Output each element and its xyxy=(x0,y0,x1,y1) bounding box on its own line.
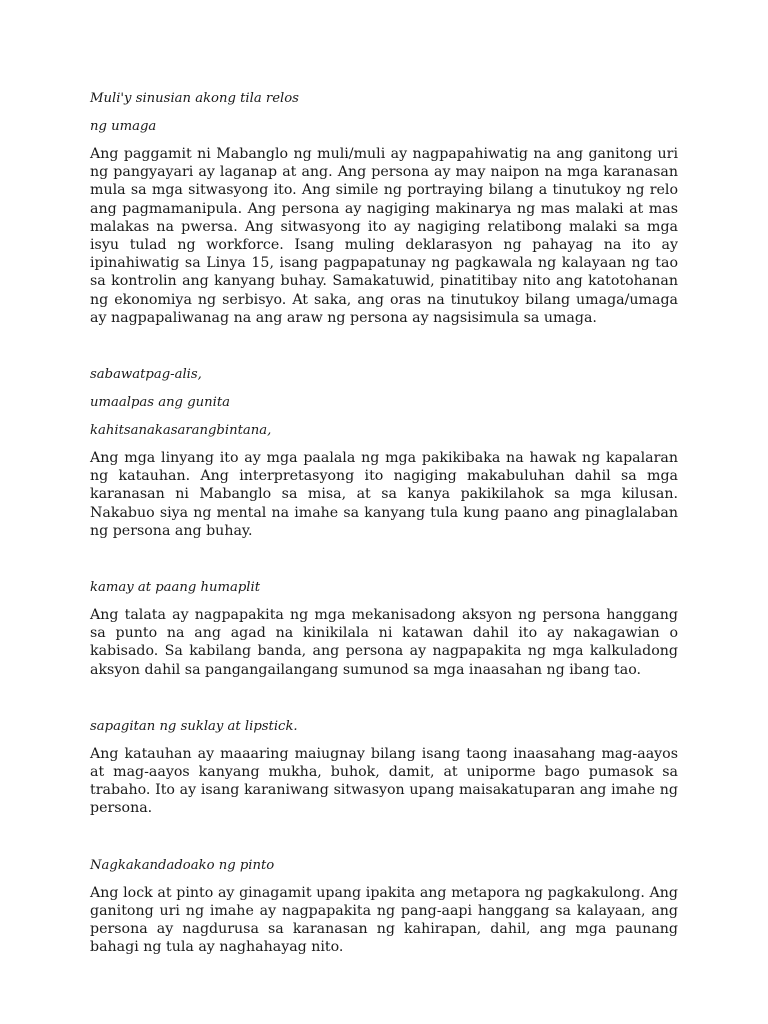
analysis-paragraph: Ang katauhan ay maaaring maiugnay bilang isang taong inaasahang mag-aayos at mag-aayos kanyang mukha, buhok, damit, at uniporme bago pumasok sa trabaho. Ito ay isang karaniwang sitwasyon upang maisakatuparan ang imahe ng persona. xyxy=(90,745,678,817)
poem-line: Muli'y sinusian akong tila relos xyxy=(90,91,299,106)
document-page xyxy=(90,89,678,956)
section-spacer xyxy=(90,679,678,717)
poem-line: sabawatpag-alis, xyxy=(90,367,202,383)
poem-line: ng umaga xyxy=(90,119,157,134)
poem-line: kahitsanakasarangbintana, xyxy=(90,423,272,439)
analysis-paragraph: Ang talata ay nagpapakita ng mga mekanisadong aksyon ng persona hanggang sa punto na ang agad na kinikilala ni katawan dahil ito ay nakagawian o kabisado. Sa kabilang banda, ang persona ay nagpapakita ng mga kalkuladong aksyon dahil sa pangangailangang sumunod sa mga inaasahan ng ibang tao. xyxy=(90,607,678,678)
poem-line: Nagkakandadoako ng pinto xyxy=(90,857,275,873)
analysis-paragraph: Ang mga linyang ito ay mga paalala ng mga pakikibaka na hawak ng kapalaran ng katauhan. Ang interpretasyong ito nagiging makabuluhan dahil sa mga karanasan ni Mabanglo sa misa, at sa kanya pakikilahok sa mga kilusan. Nakabuo siya ng mental na imahe sa kanyang tula kung paano ang pinaglalaban ng persona ang buhay. xyxy=(90,450,678,539)
section-spacer xyxy=(90,327,678,365)
poem-line: umaalpas ang gunita xyxy=(90,395,231,411)
section-spacer xyxy=(90,540,678,578)
analysis-paragraph: Ang lock at pinto ay ginagamit upang ipakita ang metapora ng pagkakulong. Ang ganitong uri ng imahe ay nagpapakita ng pang-aapi hanggang sa kalayaan, ang persona ay nagdurusa sa karanasan ng kahirapan, dahil, ang mga paunang bahagi ng tula ay naghahayag nito. xyxy=(90,884,678,956)
poem-line: kamay at paang humaplit xyxy=(90,580,261,596)
analysis-paragraph: Ang paggamit ni Mabanglo ng muli/muli ay nagpapahiwatig na ang ganitong uri ng pangyayari ay laganap at ang. Ang persona ay may naipon na mga karanasan mula sa mga sitwasyong ito. Ang simile ng portraying bilang a tinutukoy ng relo ang pagmamanipula. Ang persona ay nagiging makinarya ng mas malaki at mas malakas na pwersa. Ang sitwasyong ito ay nagiging relatibong malaki sa mga isyu tulad ng workforce. Isang muling deklarasyon ng pahayag na ito ay ipinahiwatig sa Linya 15, isang pagpapatunay ng pagkawala ng kalayaan ng tao sa kontrolin ang kanyang buhay. Samakatuwid, pinatitibay nito ang katotohanan ng ekonomiya ng serbisyo. At saka, ang oras na tinutukoy bilang umaga/umaga ay nagpapaliwanag na ang araw ng persona ay nagsisimula sa umaga. xyxy=(90,146,678,326)
section-spacer xyxy=(90,818,678,856)
poem-line: sapagitan ng suklay at lipstick. xyxy=(90,718,298,734)
